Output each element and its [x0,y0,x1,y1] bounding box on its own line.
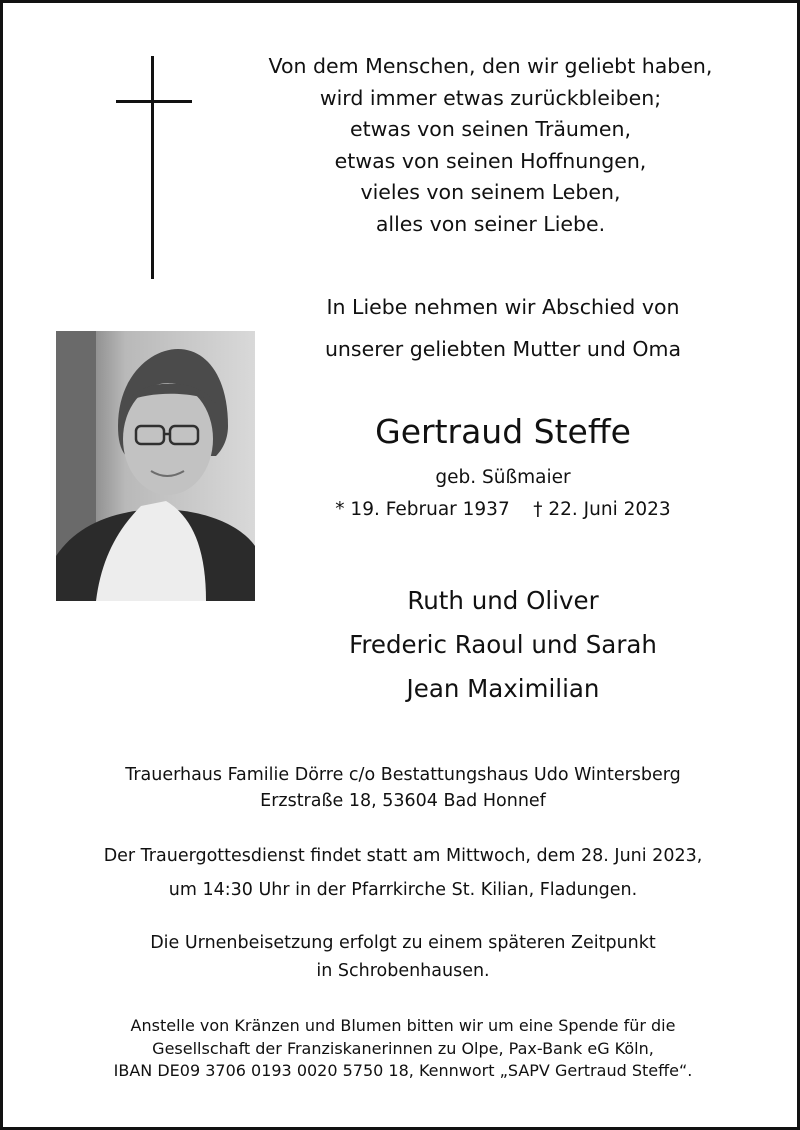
service-line: um 14:30 Uhr in der Pfarrkirche St. Kilian, Fladungen. [168,880,638,900]
portrait-photo [56,331,255,601]
poem-line: wird immer etwas zurückbleiben; [319,85,662,110]
poem-line: vieles von seinem Leben, [360,180,621,204]
mourner-line: Ruth und Oliver [407,586,599,615]
birth-name: geb. Süßmaier [435,467,571,488]
mourner-line: Frederic Raoul und Sarah [349,630,657,659]
poem-line: Von dem Menschen, den wir geliebt haben, [268,54,713,78]
mourning-house-address [33,762,773,814]
donation-line: IBAN DE09 3706 0193 0020 5750 18, Kennwort „SAPV Gertraud Steffe“. [113,1061,693,1080]
mourner-line: Jean Maximilian [406,674,600,703]
life-dates: * 19. Februar 1937 † 22. Juni 2023 [335,499,671,520]
urn-burial-info [33,929,773,985]
donation-line: Gesellschaft der Franziskanerinnen zu Olpe, Pax-Bank eG Köln, [152,1038,654,1058]
poem-line: alles von seiner Liebe. [375,211,606,236]
deceased-name: Gertraud Steffe [375,412,631,451]
urn-line: Die Urnenbeisetzung erfolgt zu einem späteren Zeitpunkt [150,933,656,953]
poem-line: etwas von seinen Hoffnungen, [334,148,647,173]
address-line: Trauerhaus Familie Dörre c/o Bestattungshaus Udo Wintersberg [125,765,681,785]
funeral-service-info [33,839,773,907]
address-line: Erzstraße 18, 53604 Bad Honnef [260,791,546,811]
memorial-poem [243,51,738,240]
intro-line: unserer geliebten Mutter und Oma [324,337,682,361]
urn-line: in Schrobenhausen. [316,961,490,981]
mourners-list [293,579,713,711]
poem-line: etwas von seinen Träumen, [349,117,632,141]
donation-line: Anstelle von Kränzen und Blumen bitten wir um eine Spende für die [130,1016,676,1035]
intro-line: In Liebe nehmen wir Abschied von [326,295,680,319]
farewell-intro [293,286,713,370]
donation-request [33,1015,773,1083]
service-line: Der Trauergottesdienst findet statt am Mittwoch, dem 28. Juni 2023, [103,846,703,866]
